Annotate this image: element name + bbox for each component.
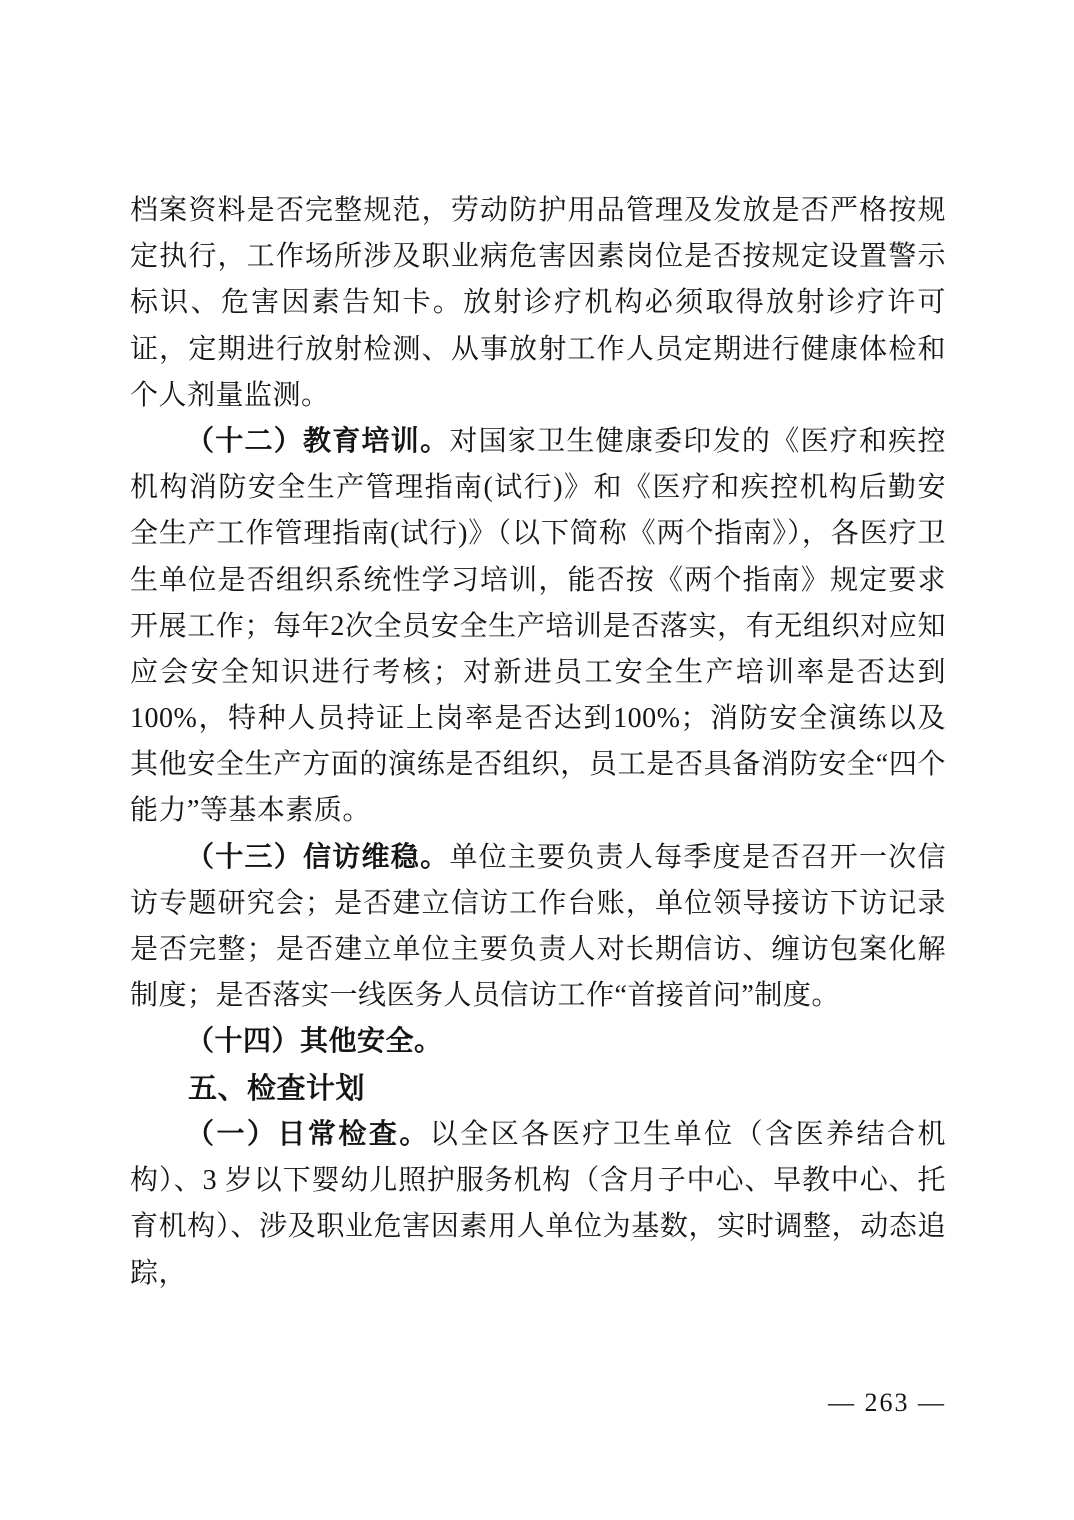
body-text-run: 对国家卫生健康委印发的《医疗和疾控机构消防安全生产管理指南(试行)》和《医疗和疾控机构后勤安全生产工作管理指南(试行)》（以下简称《两个指南》），各医疗卫生单位是否组织系统性学习培训，能否按《两个指南》规定要求开展工作；每年2次全员安全生产培训是否落实，有无组织对应知应会安全知识进行考核；对新进员工安全生产培训率是否达到100%，特种人员持证上岗率是否达到100%；消防安全演练以及其他安全生产方面的演练是否组织，员工是否具备消防安全“四个能力”等基本素质。	[130, 425, 946, 827]
body-text-run: 单位主要负责人每季度是否召开一次信访专题研究会；是否建立信访工作台账，单位领导接访下访记录是否完整；是否建立单位主要负责人对长期信访、缠访包案化解制度；是否落实一线医务人员信访工作“首接首问”制度。	[130, 841, 946, 1012]
body-text-run: 以全区各医疗卫生单位（含医养结合机构）、3 岁以下婴幼儿照护服务机构（含月子中心、早教中心、托育机构）、涉及职业危害因素用人单位为基数，实时调整，动态追踪，	[130, 1118, 946, 1289]
paragraph	[130, 1019, 946, 1065]
paragraph	[130, 835, 946, 1020]
body-text-run: 档案资料是否完整规范，劳动防护用品管理及发放是否严格按规定执行，工作场所涉及职业病危害因素岗位是否按规定设置警示标识、危害因素告知卡。放射诊疗机构必须取得放射诊疗许可证，定期进行放射检测、从事放射工作人员定期进行健康体检和个人剂量监测。	[130, 195, 946, 411]
paragraph-lead-bold: （十三）信访维稳。	[186, 841, 450, 873]
paragraph	[130, 188, 946, 419]
paragraph	[130, 419, 946, 835]
paragraph-lead-bold: （十二）教育培训。	[186, 425, 450, 457]
document-body	[130, 188, 946, 1297]
paragraph	[130, 1112, 946, 1297]
page-number: — 263 —	[828, 1388, 946, 1417]
paragraph-lead-bold: （十四）其他安全。	[186, 1026, 443, 1058]
section-heading: 五、检查计划	[188, 1072, 366, 1105]
paragraph-lead-bold: （一）日常检查。	[186, 1118, 430, 1150]
